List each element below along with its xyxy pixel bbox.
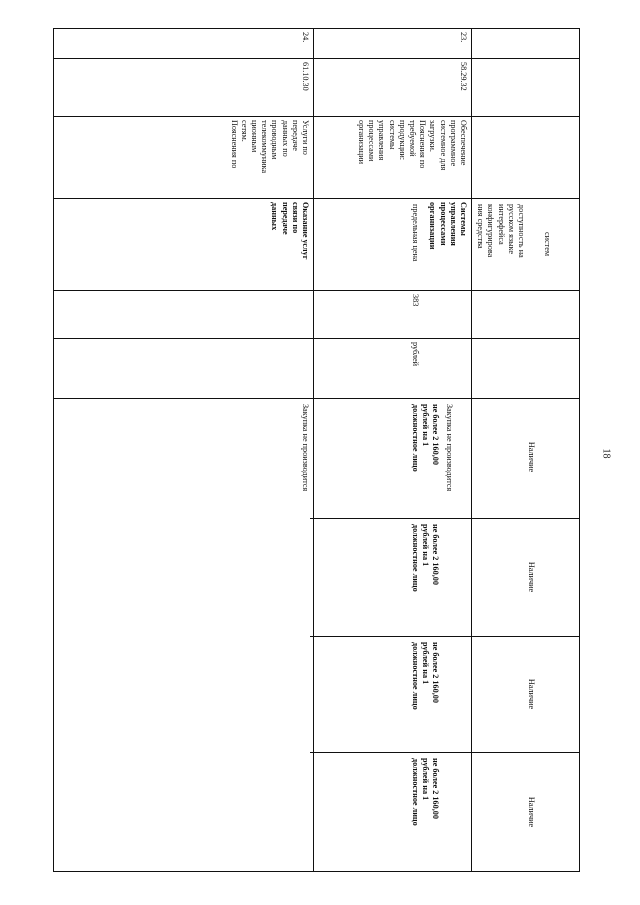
column-divider bbox=[54, 338, 580, 339]
row-23-unit: рублей bbox=[411, 342, 420, 367]
column-divider bbox=[54, 198, 580, 199]
row-24-group: Оказание услуг связи по передаче данных bbox=[270, 202, 310, 260]
row-23-description: Обеспечение программное системное для загрузки. Пояснения по требуемой продукции: системы управления процессами организации bbox=[356, 120, 468, 171]
row-23-note: Закупка не производится bbox=[445, 404, 454, 492]
fragment-text: систем bbox=[543, 231, 552, 257]
row-23-price-code: 383 bbox=[411, 294, 420, 307]
row-23-price-label: предельная цена bbox=[411, 204, 420, 262]
row-23-value-2: не более 2 160,00 рублей на 1 должностное лицо bbox=[410, 524, 440, 592]
value-presence-2: Наличие bbox=[527, 561, 536, 593]
row-divider bbox=[471, 28, 472, 872]
criteria-text-continued: доступность на русском языке интерфейса конфигурирова ния средства bbox=[476, 204, 526, 258]
column-divider bbox=[54, 58, 580, 59]
row-divider bbox=[313, 28, 314, 872]
table-border-bottom bbox=[53, 28, 54, 872]
column-divider bbox=[54, 398, 580, 399]
rotated-table bbox=[54, 28, 580, 872]
row-23-number: 23. bbox=[459, 32, 468, 43]
page-number: 18 bbox=[600, 448, 612, 459]
row-24-number: 24. bbox=[301, 32, 310, 43]
row-24-code: 61.10.30 bbox=[301, 62, 310, 91]
value-presence-1: Наличие bbox=[527, 441, 536, 473]
row-23-code: 58.29.32 bbox=[459, 62, 468, 91]
table-border-top bbox=[579, 28, 580, 872]
column-divider bbox=[310, 752, 580, 753]
column-divider bbox=[310, 518, 580, 519]
row-23-value-4: не более 2 160,00 рублей на 1 должностное лицо bbox=[410, 758, 440, 826]
table-border-right bbox=[54, 871, 580, 872]
row-24-note: Закупка не производится bbox=[301, 404, 310, 492]
row-23-value-1: не более 2 160,00 рублей на 1 должностное лицо bbox=[410, 404, 440, 472]
row-24-description: Услуги по передаче данных по проводным телекоммуника ционным сетям. Пояснения по bbox=[229, 120, 310, 174]
value-presence-4: Наличие bbox=[527, 796, 536, 828]
column-divider bbox=[54, 116, 580, 117]
row-23-value-3: не более 2 160,00 рублей на 1 должностное лицо bbox=[410, 642, 440, 710]
value-presence-3: Наличие bbox=[527, 678, 536, 710]
row-23-group: Системы управления процессами организации bbox=[428, 202, 468, 250]
table-border-left bbox=[54, 28, 580, 29]
column-divider bbox=[310, 636, 580, 637]
column-divider bbox=[54, 290, 580, 291]
